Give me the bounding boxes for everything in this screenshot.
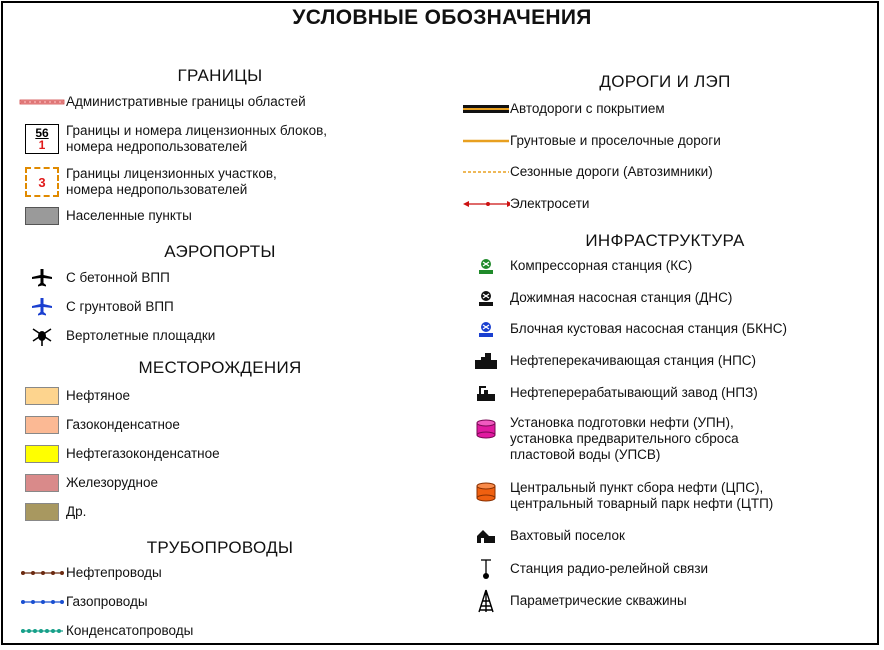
gas-pipeline-line-icon [18, 597, 66, 607]
legend-item-cluster-pump-station: Блочная кустовая насосная станция (БКНС) [462, 320, 787, 338]
legend-item-shift-camp: Вахтовый поселок [462, 528, 625, 544]
legend-item-field-iron-ore: Железорудное [18, 474, 158, 492]
pipelines-section-title: ТРУБОПРОВОДЫ [146, 538, 294, 557]
oil-pumping-station-icon [462, 352, 510, 370]
other-field-swatch-icon [18, 503, 66, 521]
legend-item-paved-road: Автодороги с покрытием [462, 101, 665, 117]
gas-condensate-field-swatch-icon [18, 416, 66, 434]
drilling-rig-icon [462, 589, 510, 613]
oil-pipeline-line-icon [18, 568, 66, 578]
legend-item-condensate-pipeline: Конденсатопроводы [18, 623, 193, 639]
legend-item-radio-relay: Станция радио-релейной связи [462, 558, 708, 580]
fields-section-title: МЕСТОРОЖДЕНИЯ [138, 358, 302, 377]
condensate-pipeline-line-icon [18, 626, 66, 636]
iron-ore-field-swatch-icon [18, 474, 66, 492]
infrastructure-section-title: ИНФРАСТРУКТУРА [585, 231, 745, 250]
legend-item-field-oil: Нефтяное [18, 387, 130, 405]
legend-item-compressor-station: Компрессорная станция (КС) [462, 257, 692, 275]
legend-item-central-collection-point: Центральный пункт сбора нефти (ЦПС), центральный товарный парк нефти (ЦТП) [462, 480, 773, 512]
legend-item-oil-pipeline: Нефтепроводы [18, 565, 162, 581]
refinery-icon [462, 384, 510, 402]
compressor-station-icon [462, 257, 510, 275]
legend-item-gas-pipeline: Газопроводы [18, 594, 148, 610]
oil-field-swatch-icon [18, 387, 66, 405]
legend-item-settlement: Населенные пункты [18, 207, 192, 225]
paved-road-line-icon [462, 104, 510, 114]
admin-border-line-icon [18, 97, 66, 107]
airports-section-title: АЭРОПОРТЫ [164, 242, 276, 261]
legend-item-parametric-wells: Параметрические скважины [462, 589, 687, 613]
legend-title: УСЛОВНЫЕ ОБОЗНАЧЕНИЯ [292, 6, 592, 29]
dirt-road-line-icon [462, 136, 510, 146]
settlement-swatch-icon [18, 207, 66, 225]
airplane-black-icon [18, 268, 66, 288]
legend-item-field-gas-condensate: Газоконденсатное [18, 416, 180, 434]
roads-section-title: ДОРОГИ И ЛЭП [599, 72, 731, 91]
oil-treatment-tank-icon [462, 415, 510, 439]
legend-item-dirt-road: Грунтовые и проселочные дороги [462, 133, 721, 149]
legend-item-concrete-runway: С бетонной ВПП [18, 268, 170, 288]
legend-item-seasonal-road: Сезонные дороги (Автозимники) [462, 164, 713, 180]
legend-item-oil-pumping-station: Нефтеперекачивающая станция (НПС) [462, 352, 756, 370]
legend-item-field-oil-gas-condensate: Нефтегазоконденсатное [18, 445, 220, 463]
license-block-box-icon: 56 1 [18, 124, 66, 154]
legend-item-field-other: Др. [18, 503, 86, 521]
legend-item-admin-border: Административные границы областей [18, 94, 306, 110]
cluster-pump-station-icon [462, 320, 510, 338]
legend-item-helipad: Вертолетные площадки [18, 325, 215, 347]
legend-item-power-line: Электросети [462, 196, 589, 212]
power-line-icon [462, 198, 510, 210]
seasonal-road-line-icon [462, 167, 510, 177]
borders-section-title: ГРАНИЦЫ [177, 66, 263, 85]
shift-camp-icon [462, 528, 510, 544]
central-collection-tank-icon [462, 480, 510, 502]
legend-item-license-area: 3 Границы лицензионных участков, номера недропользователей [18, 166, 277, 198]
legend-item-dirt-runway: С грунтовой ВПП [18, 297, 174, 317]
helicopter-icon [18, 325, 66, 347]
license-area-box-icon: 3 [18, 167, 66, 197]
radio-relay-icon [462, 558, 510, 580]
airplane-blue-icon [18, 297, 66, 317]
legend-item-license-block: 56 1 Границы и номера лицензионных блоков, номера недропользователей [18, 123, 327, 155]
legend-item-refinery: Нефтеперерабатывающий завод (НПЗ) [462, 384, 758, 402]
legend-item-oil-treatment-unit: Установка подготовки нефти (УПН), установка предварительного сброса пластовой воды (УПСВ) [462, 415, 739, 463]
legend-item-booster-pump-station: Дожимная насосная станция (ДНС) [462, 289, 732, 307]
oil-gas-condensate-field-swatch-icon [18, 445, 66, 463]
booster-pump-station-icon [462, 289, 510, 307]
